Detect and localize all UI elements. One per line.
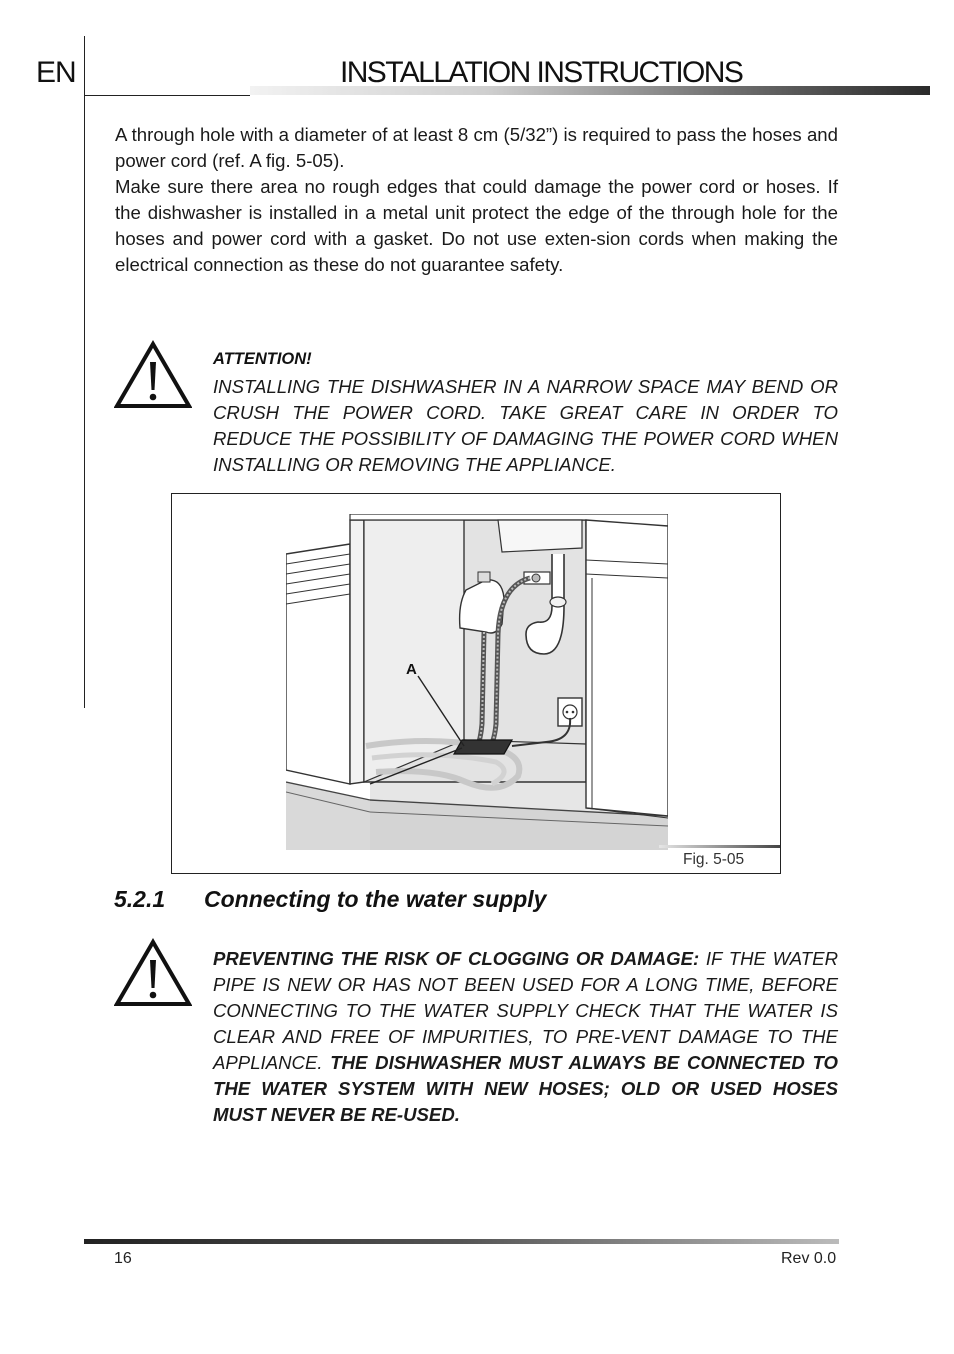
language-code: EN	[36, 56, 76, 89]
section-title: Connecting to the water supply	[204, 886, 547, 912]
section-heading	[114, 886, 546, 913]
figure-caption: Fig. 5-05	[683, 851, 745, 868]
warning-triangle-icon	[114, 340, 192, 410]
margin-rule	[84, 36, 85, 708]
attention-text: INSTALLING THE DISHWASHER IN A NARROW SPACE MAY BEND OR CRUSH THE POWER CORD. TAKE GREAT CARE IN ORDER TO REDUCE THE POSSIBILITY OF DAMAGING THE POWER CORD WHEN INSTALLING OR REMOVING THE APPLIANCE.	[213, 376, 838, 475]
revision-label: Rev 0.0	[781, 1250, 837, 1267]
paragraph-edges: Make sure there area no rough edges that could damage the power cord or hoses. If the dishwasher is installed in a metal unit protect the edge of the through hole for the hoses and power cord with a gasket. Do not use exten-sion cords when making the electrical connection as these do not guarantee safety.	[115, 176, 838, 275]
figure-label-a: A	[406, 661, 417, 678]
warning-middle: IF THE WATER PIPE IS NEW OR HAS NOT BEEN USED FOR A LONG TIME, BEFORE CONNECTING TO THE WATER SUPPLY CHECK THAT THE WATER IS CLEAR AND FREE OF IMPURITIES, TO PRE-VENT DAMAGE TO THE APPLIANCE.	[213, 948, 838, 1073]
warning-tail: THE DISHWASHER MUST ALWAYS BE CONNECTED TO THE WATER SYSTEM WITH NEW HOSES; OLD OR USED HOSES MUST NEVER BE RE-USED.	[213, 1052, 838, 1125]
footer-rule	[84, 1239, 839, 1244]
page-number: 16	[114, 1250, 132, 1267]
figure-caption-bar	[659, 845, 780, 848]
section-number: 5.2.1	[114, 886, 166, 912]
dishwasher-installation-illustration	[286, 514, 668, 850]
clogging-warning-text	[213, 946, 838, 1128]
attention-heading: ATTENTION!	[213, 350, 312, 368]
paragraph-hole: A through hole with a diameter of at least 8 cm (5/32”) is required to pass the hoses and power cord (ref. A fig. 5-05).	[115, 124, 838, 171]
header-rule	[84, 95, 250, 96]
warning-lead: PREVENTING THE RISK OF CLOGGING OR DAMAGE:	[213, 948, 700, 969]
page-title: INSTALLATION INSTRUCTIONS	[340, 56, 743, 89]
warning-triangle-icon	[114, 938, 192, 1008]
